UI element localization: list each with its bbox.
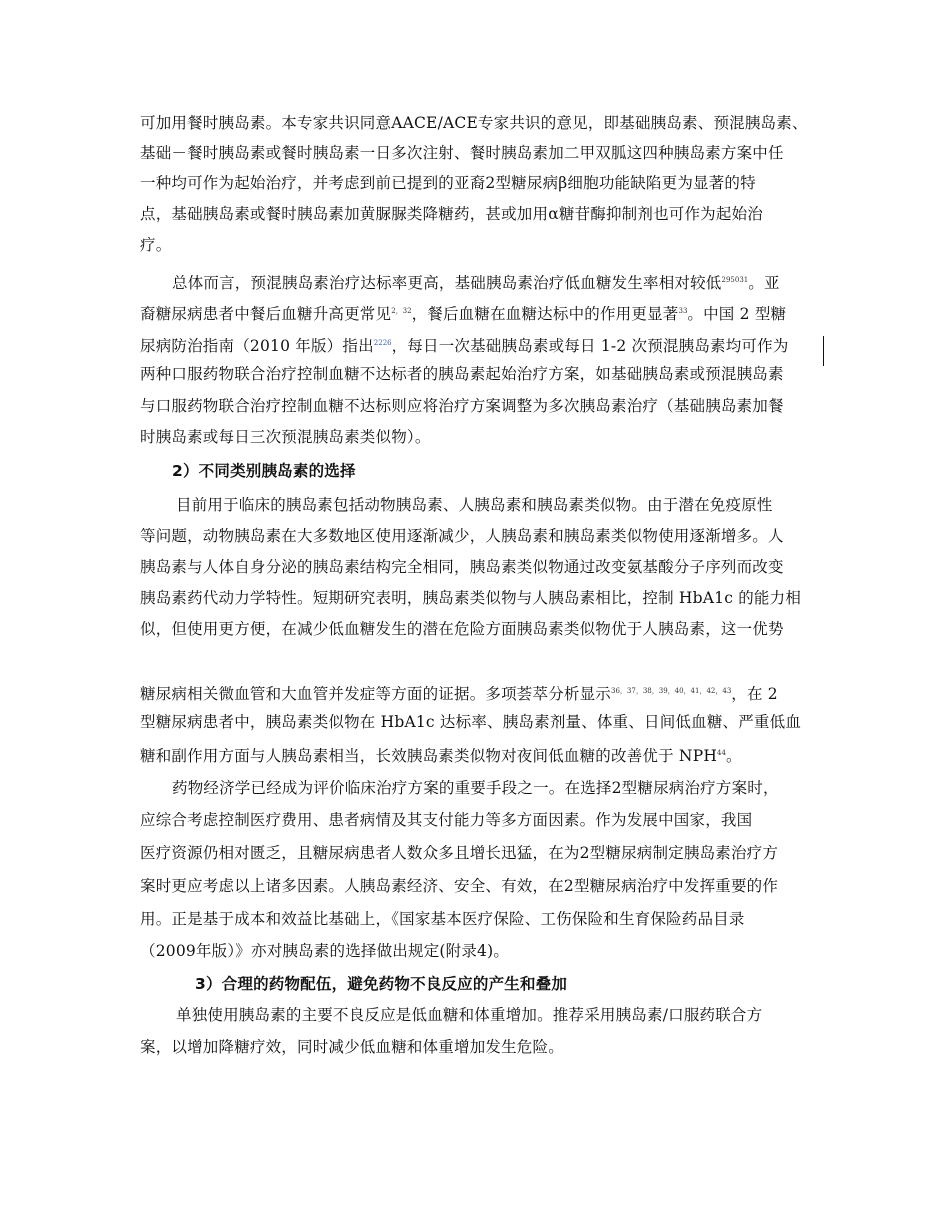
paragraph-line: 基础－餐时胰岛素或餐时胰岛素一日多次注射、餐时胰岛素加二甲双胍这四种胰岛素方案中任 [140, 144, 784, 162]
citation-ref: 44 [717, 749, 726, 757]
paragraph-line: 胰岛素与人体自身分泌的胰岛素结构完全相同，胰岛素类似物通过改变氨基酸分子序列而改变 [140, 558, 784, 576]
paragraph-line: 胰岛素药代动力学特性。短期研究表明，胰岛素类似物与人胰岛素相比，控制 HbA1c 的能力相 [140, 589, 802, 607]
paragraph-line [140, 333, 820, 356]
text-run: 。中国 2 型糖 [687, 305, 787, 323]
section-heading: 3）合理的药物配伍，避免药物不良反应的产生和叠加 [195, 975, 568, 993]
text-run: ，餐后血糖在血糖达标中的作用更显著 [411, 305, 679, 323]
paragraph-line: 疗。 [140, 236, 172, 254]
paragraph-line: 一种均可作为起始治疗，并考虑到前已提到的亚裔2型糖尿病β细胞功能缺陷更为显著的特 [140, 174, 756, 192]
text-run: 糖和副作用方面与人胰岛素相当，长效胰岛素类似物对夜间低血糖的改善优于 NPH [140, 747, 718, 765]
paragraph-line [140, 301, 820, 324]
citation-ref: 295031 [721, 276, 749, 284]
paragraph-line: 单独使用胰岛素的主要不良反应是低血糖和体重增加。推荐采用胰岛素/口服药联合方 [176, 1006, 763, 1024]
text-run: 尿病防治指南（2010 年版）指出 [140, 337, 374, 355]
text-cursor [823, 336, 824, 366]
paragraph-line: 两种口服药物联合治疗控制血糖不达标者的胰岛素起始治疗方案，如基础胰岛素或预混胰岛素 [140, 365, 784, 383]
paragraph-line: 似，但使用更方便，在减少低血糖发生的潜在危险方面胰岛素类似物优于人胰岛素，这一优势 [140, 620, 784, 638]
paragraph-line: 用。正是基于成本和效益比基础上，《国家基本医疗保险、工伤保险和生育保险药品目录 [140, 910, 745, 928]
paragraph-line: 目前用于临床的胰岛素包括动物胰岛素、人胰岛素和胰岛素类似物。由于潜在免疫原性 [176, 496, 773, 514]
paragraph-line: 案时更应考虑以上诸多因素。人胰岛素经济、安全、有效，在2型糖尿病治疗中发挥重要的作 [140, 877, 779, 895]
paragraph-line: 可加用餐时胰岛素。本专家共识同意AACE/ACE专家共识的意见，即基础胰岛素、预混胰岛素、 [140, 114, 808, 132]
citation-ref: 2，32 [391, 307, 412, 315]
paragraph-line [140, 743, 820, 766]
paragraph-line: 案，以增加降糖疗效，同时减少低血糖和体重增加发生危险。 [140, 1038, 564, 1056]
text-run: 。 [725, 747, 742, 765]
text-run: 总体而言，预混胰岛素治疗达标率更高，基础胰岛素治疗低血糖发生率相对较低 [172, 274, 722, 292]
citation-ref: 33 [678, 307, 688, 315]
text-run: 。亚 [748, 274, 780, 292]
citation-ref: 36，37，38，39，40，41，42，43 [611, 687, 732, 695]
citation-ref: 2226 [373, 339, 392, 347]
paragraph-line: 药物经济学已经成为评价临床治疗方案的重要手段之一。在选择2型糖尿病治疗方案时， [172, 779, 779, 797]
paragraph-line [172, 270, 852, 293]
paragraph-line: 与口服药物联合治疗控制血糖不达标则应将治疗方案调整为多次胰岛素治疗（基础胰岛素加餐 [140, 397, 784, 415]
paragraph-line: 等问题，动物胰岛素在大多数地区使用逐渐减少，人胰岛素和胰岛素类似物使用逐渐增多。人 [140, 527, 784, 545]
text-run: 糖尿病相关微血管和大血管并发症等方面的证据。多项荟萃分析显示 [140, 685, 612, 703]
paragraph-line [140, 681, 820, 704]
paragraph-line: 医疗资源仍相对匮乏，且糖尿病患者人数众多且增长迅猛，在为2型糖尿病制定胰岛素治疗方 [140, 844, 779, 862]
paragraph-line: （2009年版）》亦对胰岛素的选择做出规定(附录4)。 [140, 942, 510, 960]
paragraph-line: 应综合考虑控制医疗费用、患者病情及其支付能力等多方面因素。作为发展中国家，我国 [140, 811, 753, 829]
text-run: ，在 2 [731, 685, 778, 703]
paragraph-line: 点，基础胰岛素或餐时胰岛素加黄脲脲类降糖药，甚或加用α糖苷酶抑制剂也可作为起始治 [140, 205, 763, 223]
section-heading: 2）不同类别胰岛素的选择 [172, 462, 356, 480]
paragraph-line: 型糖尿病患者中，胰岛素类似物在 HbA1c 达标率、胰岛素剂量、体重、日间低血糖、严重低血 [140, 713, 802, 731]
text-run: ，每日一次基础胰岛素或每日 1-2 次预混胰岛素均可作为 [391, 337, 789, 355]
text-run: 裔糖尿病患者中餐后血糖升高更常见 [140, 305, 392, 323]
paragraph-line: 时胰岛素或每日三次预混胰岛素类似物）。 [140, 428, 431, 446]
